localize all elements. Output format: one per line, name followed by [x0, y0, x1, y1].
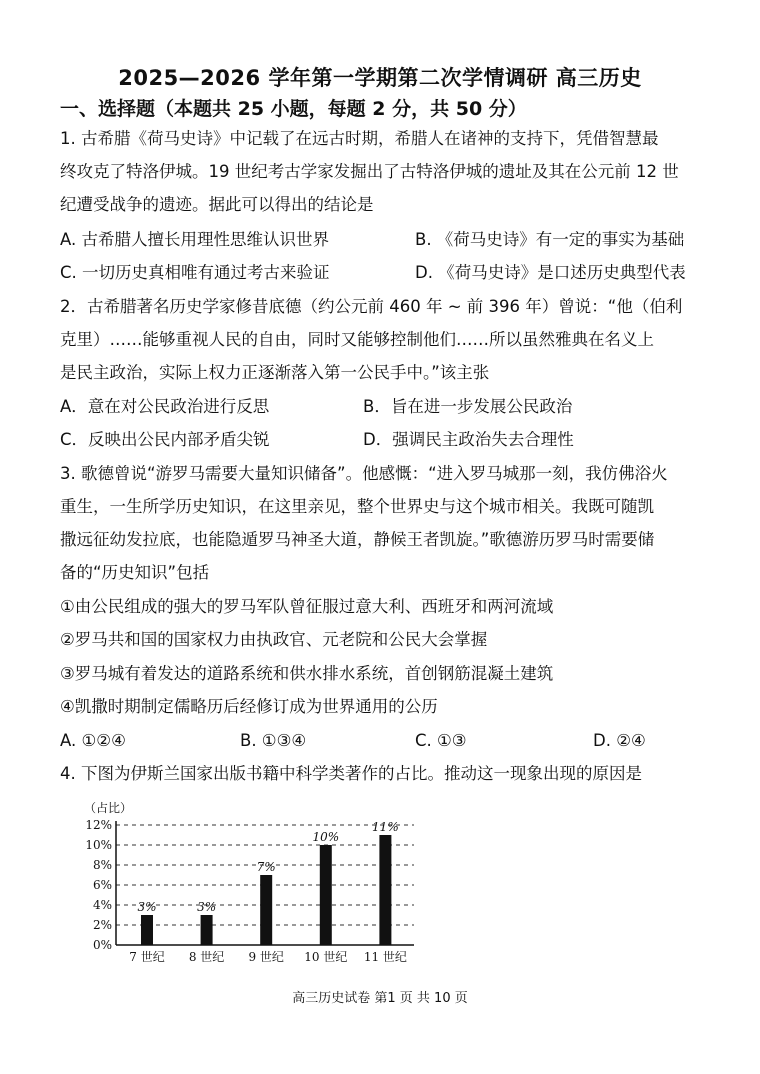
y-tick-label: 12%: [85, 818, 112, 832]
q1-option-c: C. 一切历史真相唯有通过考古来验证: [60, 263, 330, 282]
q3-line-3: 撒远征幼发拉底，也能隐遁罗马神圣大道，静候王者凯旋。”歌德游历罗马时需要储: [60, 530, 655, 549]
q1-option-d: D. 《荷马史诗》是口述历史典型代表: [415, 263, 686, 282]
q1-option-a: A. 古希腊人擅长用理性思维认识世界: [60, 230, 329, 249]
bar-value-label: 10%: [312, 830, 340, 844]
q2-option-d: D．强调民主政治失去合理性: [363, 430, 574, 449]
bar: [141, 915, 153, 945]
q2-option-c: C．反映出公民内部矛盾尖锐: [60, 430, 270, 449]
q1-line-1: 1. 古希腊《荷马史诗》中记载了在远古时期，希腊人在诸神的支持下，凭借智慧最: [60, 129, 659, 148]
bar: [379, 835, 391, 945]
q1-line-2: 终攻克了特洛伊城。19 世纪考古学家发掘出了古特洛伊城的遗址及其在公元前 12 世: [60, 162, 679, 181]
q3-item-3: ③罗马城有着发达的道路系统和供水排水系统，首创钢筋混凝土建筑: [60, 664, 554, 683]
q3-item-4: ④凯撒时期制定儒略历后经修订成为世界通用的公历: [60, 697, 438, 716]
q2-line-1: 2．古希腊著名历史学家修昔底德（约公元前 460 年 ~ 前 396 年）曾说：“他（伯利: [60, 297, 683, 316]
q2-line-3: 是民主政治，实际上权力正逐渐落入第一公民手中。”该主张: [60, 363, 490, 382]
y-tick-label: 0%: [92, 938, 112, 952]
bar: [320, 845, 332, 945]
bar: [201, 915, 213, 945]
bar-value-label: 7%: [256, 860, 276, 874]
y-tick-label: 2%: [92, 918, 112, 932]
bar-value-label: 3%: [197, 900, 217, 914]
q2-line-2: 克里）……能够重视人民的自由，同时又能够控制他们……所以虽然雅典在名义上: [60, 330, 654, 349]
q3-line-1: 3. 歌德曾说“游罗马需要大量知识储备”。他感慨：“进入罗马城那一刻，我仿佛浴火: [60, 464, 668, 483]
q3-option-a: A. ①②④: [60, 731, 126, 750]
y-tick-label: 4%: [92, 898, 112, 912]
page-title: 2025—2026 学年第一学期第二次学情调研 高三历史: [118, 66, 642, 90]
q3-option-c: C. ①③: [415, 731, 467, 750]
x-tick-label: 9 世纪: [248, 950, 284, 964]
y-tick-label: 10%: [85, 838, 112, 852]
x-tick-label: 8 世纪: [188, 950, 225, 964]
q2-option-a: A．意在对公民政治进行反思: [60, 397, 270, 416]
page-footer: 高三历史试卷 第1 页 共 10 页: [292, 991, 468, 1006]
q3-item-1: ①由公民组成的强大的罗马军队曾征服过意大利、西班牙和两河流域: [60, 597, 554, 616]
y-tick-label: 6%: [92, 878, 112, 892]
x-tick-label: 10 世纪: [304, 950, 348, 964]
q1-line-3: 纪遭受战争的遗迹。据此可以得出的结论是: [60, 195, 374, 214]
q3-option-b: B. ①③④: [240, 731, 307, 750]
q2-option-b: B．旨在进一步发展公民政治: [363, 397, 573, 416]
section-heading: 一、选择题（本题共 25 小题，每题 2 分，共 50 分）: [60, 98, 527, 120]
q1-option-b: B. 《荷马史诗》有一定的事实为基础: [415, 230, 685, 249]
x-tick-label: 7 世纪: [129, 950, 165, 964]
q3-option-d: D. ②④: [593, 731, 646, 750]
bar: [260, 875, 272, 945]
bar-value-label: 11%: [372, 820, 399, 834]
q3-line-2: 重生，一生所学历史知识，在这里亲见，整个世界史与这个城市相关。我既可随凯: [60, 497, 654, 516]
science-books-bar-chart: [78, 798, 418, 968]
y-axis-label: （占比）: [84, 801, 133, 815]
x-tick-label: 11 世纪: [363, 950, 407, 964]
q3-item-2: ②罗马共和国的国家权力由执政官、元老院和公民大会掌握: [60, 630, 488, 649]
y-tick-label: 8%: [92, 858, 112, 872]
bar-value-label: 3%: [137, 900, 157, 914]
q4-line-1: 4. 下图为伊斯兰国家出版书籍中科学类著作的占比。推动这一现象出现的原因是: [60, 764, 642, 783]
q3-line-4: 备的“历史知识”包括: [60, 563, 210, 582]
